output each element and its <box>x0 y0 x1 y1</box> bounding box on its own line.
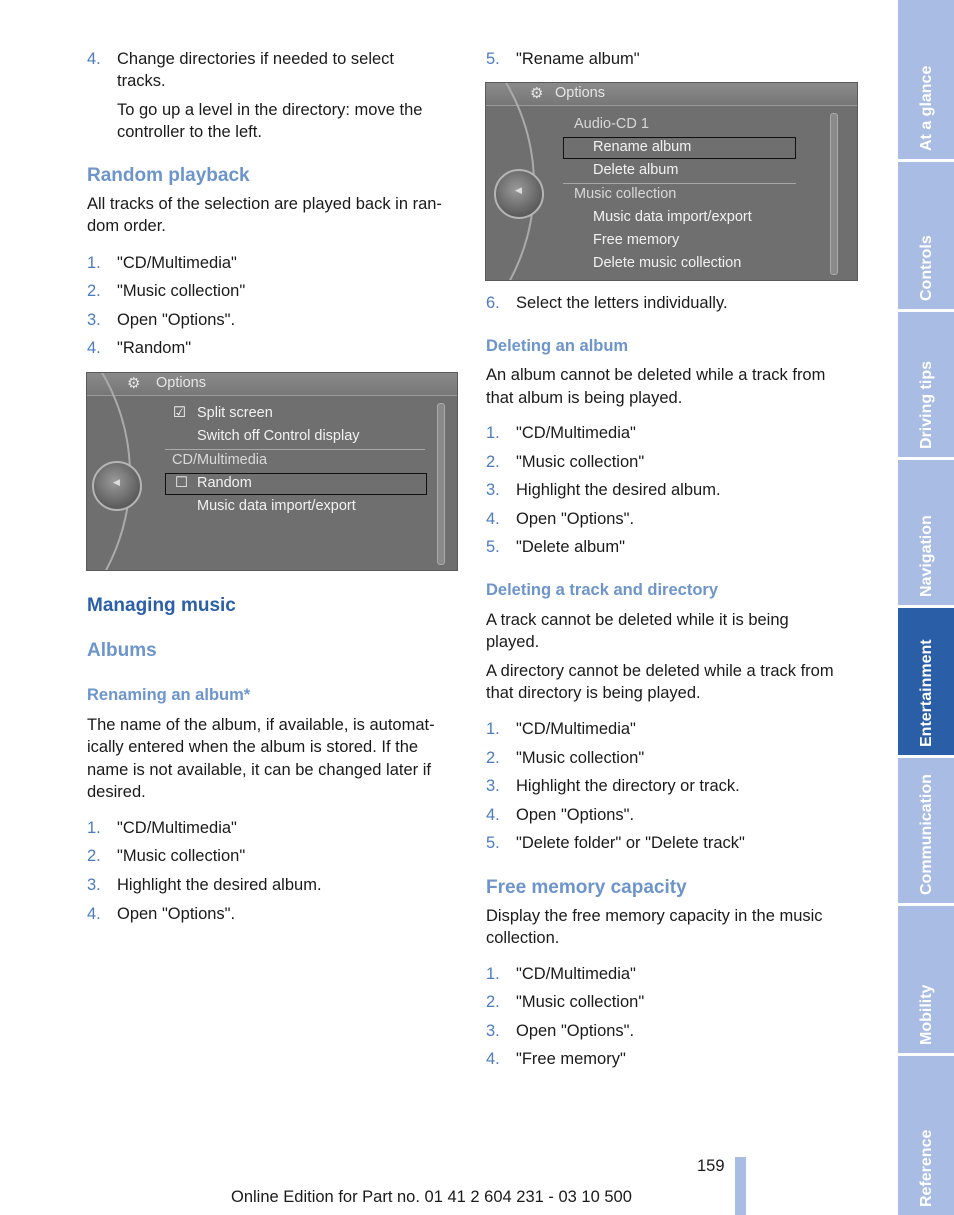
menu-item-split-screen[interactable]: Split screen <box>197 405 273 421</box>
section-heading-free-memory: Free memory capacity <box>486 877 687 898</box>
section-heading-random-playback: Random playback <box>87 165 250 186</box>
section-heading-renaming-album: Renaming an album* <box>87 686 251 704</box>
section-heading-managing-music: Managing music <box>87 595 236 616</box>
menu-item-delete-music-collection[interactable]: Delete music collection <box>593 255 742 271</box>
section-heading-deleting-album: Deleting an album <box>486 337 629 355</box>
section-heading-deleting-track: Deleting a track and directory <box>486 581 718 599</box>
screen-title-bar <box>87 373 457 396</box>
arrow-left-icon: ◀ <box>515 185 522 195</box>
paragraph: The name of the album, if available, is automat- <box>87 716 435 734</box>
scrollbar <box>830 113 838 275</box>
divider <box>165 449 425 450</box>
menu-item-random[interactable]: Random <box>197 475 252 491</box>
screen-title: Options <box>156 375 206 391</box>
scrollbar <box>437 403 445 565</box>
menu-section-cd-multimedia: CD/Multimedia <box>172 452 268 468</box>
tab-mobility[interactable]: Mobility <box>898 906 954 1053</box>
options-gear-icon: ⚙ <box>127 375 141 392</box>
tab-at-a-glance[interactable]: At a glance <box>898 0 954 159</box>
paragraph: that directory is being played. <box>486 684 701 702</box>
idrive-screen-options-random <box>86 372 458 571</box>
paragraph: An album cannot be deleted while a track from <box>486 366 826 384</box>
page-number: 159 <box>697 1157 725 1175</box>
arrow-left-icon: ◀ <box>113 477 120 487</box>
paragraph: name is not available, it can be changed later if <box>87 761 431 779</box>
paragraph: A track cannot be deleted while it is being <box>486 611 789 629</box>
tab-driving-tips[interactable]: Driving tips <box>898 312 954 457</box>
paragraph: collection. <box>486 929 560 947</box>
divider <box>563 183 796 184</box>
tab-entertainment[interactable]: Entertainment <box>898 608 954 755</box>
screen-title: Options <box>555 85 605 101</box>
menu-item-free-memory[interactable]: Free memory <box>593 232 680 248</box>
menu-item-rename-album[interactable]: Rename album <box>593 139 692 155</box>
paragraph: ically entered when the album is stored. If the <box>87 738 419 756</box>
options-gear-icon: ⚙ <box>530 85 544 102</box>
tab-communication[interactable]: Communication <box>898 758 954 903</box>
page-number-marker <box>735 1157 746 1215</box>
paragraph: Display the free memory capacity in the music <box>486 907 823 925</box>
footer-edition: Online Edition for Part no. 01 41 2 604 231 - 03 10 500 <box>231 1188 632 1206</box>
tab-navigation[interactable]: Navigation <box>898 460 954 605</box>
idrive-screen-options-rename-album <box>485 82 858 281</box>
menu-item-switch-off-display[interactable]: Switch off Control display <box>197 428 360 444</box>
menu-item-music-data-import[interactable]: Music data import/export <box>593 209 752 225</box>
paragraph: that album is being played. <box>486 389 683 407</box>
paragraph: desired. <box>87 783 146 801</box>
section-heading-albums: Albums <box>87 640 157 661</box>
menu-item-music-data-import[interactable]: Music data import/export <box>197 498 356 514</box>
paragraph: A directory cannot be deleted while a track from <box>486 662 834 680</box>
checkbox-unchecked-icon: ☐ <box>175 475 188 491</box>
menu-section-music-collection: Music collection <box>574 186 677 202</box>
menu-section-audio-cd: Audio-CD 1 <box>574 116 649 132</box>
tab-reference[interactable]: Reference <box>898 1056 954 1215</box>
tab-controls[interactable]: Controls <box>898 162 954 309</box>
paragraph: played. <box>486 633 540 651</box>
checkbox-checked-icon: ☑ <box>173 405 186 421</box>
paragraph: dom order. <box>87 217 166 235</box>
menu-item-delete-album[interactable]: Delete album <box>593 162 679 178</box>
paragraph: All tracks of the selection are played back in ran- <box>87 195 442 213</box>
